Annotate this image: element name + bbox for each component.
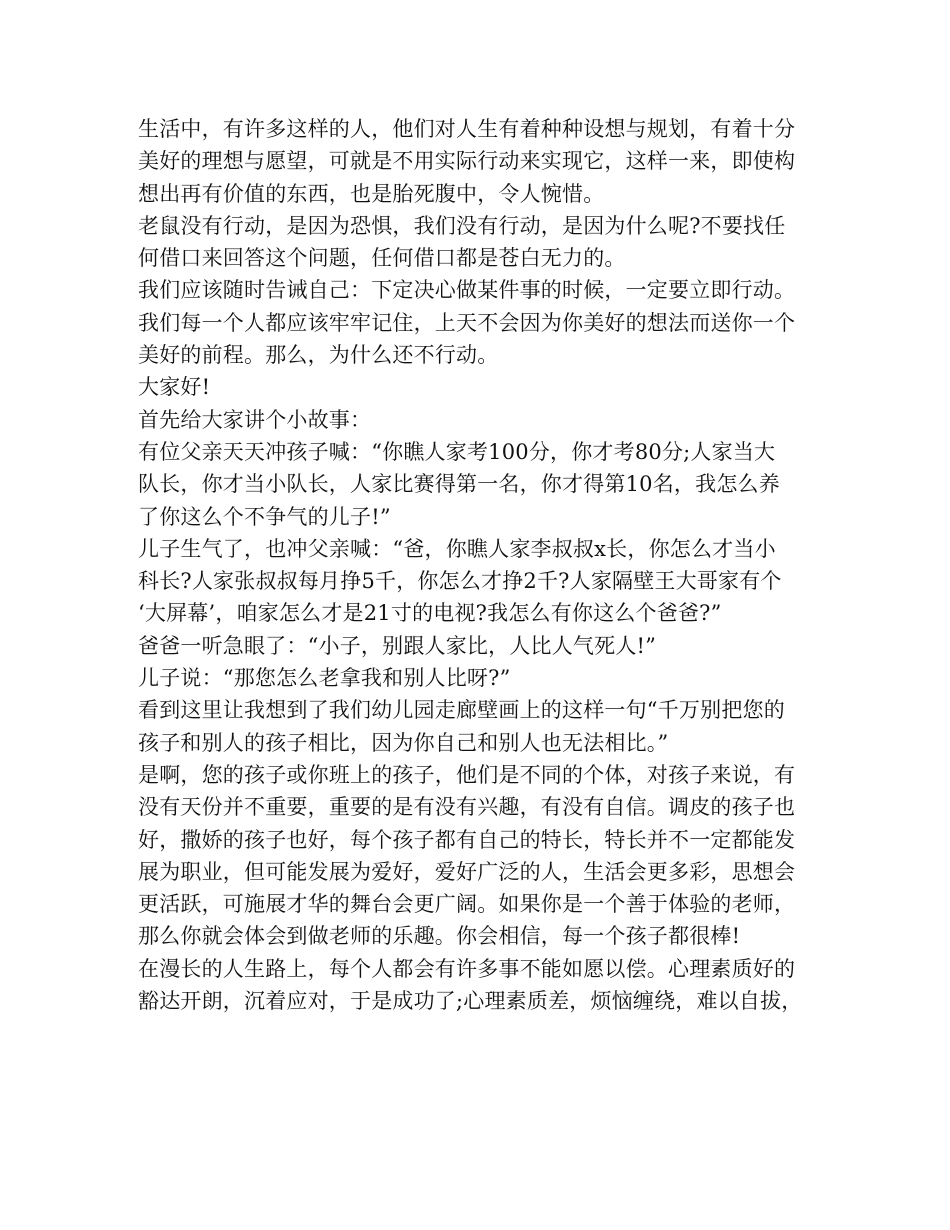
text-line: 生活中，有许多这样的人，他们对人生有着种种设想与规划，有着十分 — [138, 117, 796, 141]
text-line: 爸爸一听急眼了：“小子，别跟人家比，人比人气死人!” — [138, 633, 657, 658]
document-body — [138, 113, 828, 1017]
text-line: 儿子生气了，也冲父亲喊：“爸，你瞧人家李叔叔x长，你怎么才当小 — [138, 536, 776, 561]
text-line: 首先给大家讲个小故事： — [138, 407, 372, 432]
text-line: 在漫长的人生路上，每个人都会有许多事不能如愿以偿。心理素质好的 — [138, 956, 796, 981]
text-line: 科长?人家张叔叔每月挣5千，你怎么才挣2千?人家隔壁王大哥家有个 — [138, 569, 782, 594]
text-line: 老鼠没有行动，是因为恐惧，我们没有行动，是因为什么呢?不要找任 — [138, 213, 786, 238]
text-line: 好，撒娇的孩子也好，每个孩子都有自己的特长，特长并不一定都能发 — [138, 827, 796, 852]
text-line: 看到这里让我想到了我们幼儿园走廊壁画上的这样一句“千万别把您的 — [138, 698, 785, 723]
text-line: 更活跃，可施展才华的舞台会更广阔。如果你是一个善于体验的老师， — [138, 892, 796, 917]
text-line: 美好的理想与愿望，可就是不用实际行动来实现它，这样一来，即使构 — [138, 149, 796, 174]
text-line: 孩子和别人的孩子相比，因为你自己和别人也无法相比。” — [138, 730, 669, 755]
text-line: 大家好! — [138, 375, 211, 400]
text-line: 没有天份并不重要，重要的是有没有兴趣，有没有自信。调皮的孩子也 — [138, 795, 796, 820]
text-line: 何借口来回答这个问题，任何借口都是苍白无力的。 — [138, 246, 626, 271]
text-line: 展为职业，但可能发展为爱好，爱好广泛的人，生活会更多彩，思想会 — [138, 859, 796, 884]
text-line: 队长，你才当小队长，人家比赛得第一名，你才得第10名，我怎么养 — [138, 472, 780, 497]
text-line: 豁达开朗，沉着应对，于是成功了;心理素质差，烦恼缠绕，难以自拔， — [138, 989, 803, 1014]
text-line: 儿子说：“那您怎么老拿我和别人比呀?” — [138, 666, 511, 691]
text-line: 我们应该随时告诫自己：下定决心做某件事的时候，一定要立即行动。 — [138, 278, 796, 303]
text-line: 是啊，您的孩子或你班上的孩子，他们是不同的个体，对孩子来说，有 — [138, 762, 796, 787]
text-line: 那么你就会体会到做老师的乐趣。你会相信，每一个孩子都很棒! — [138, 924, 741, 949]
text-line: 我们每一个人都应该牢牢记住，上天不会因为你美好的想法而送你一个 — [138, 310, 796, 335]
text-line: 了你这么个不争气的儿子!” — [138, 504, 391, 529]
text-line: 有位父亲天天冲孩子喊：“你瞧人家考100分，你才考80分;人家当大 — [138, 439, 776, 464]
text-line: 美好的前程。那么，为什么还不行动。 — [138, 343, 499, 368]
text-line: 想出再有价值的东西，也是胎死腹中，令人惋惜。 — [138, 181, 605, 206]
text-line: ‘大屏幕’，咱家怎么才是21寸的电视?我怎么有你这么个爸爸?” — [138, 601, 722, 626]
